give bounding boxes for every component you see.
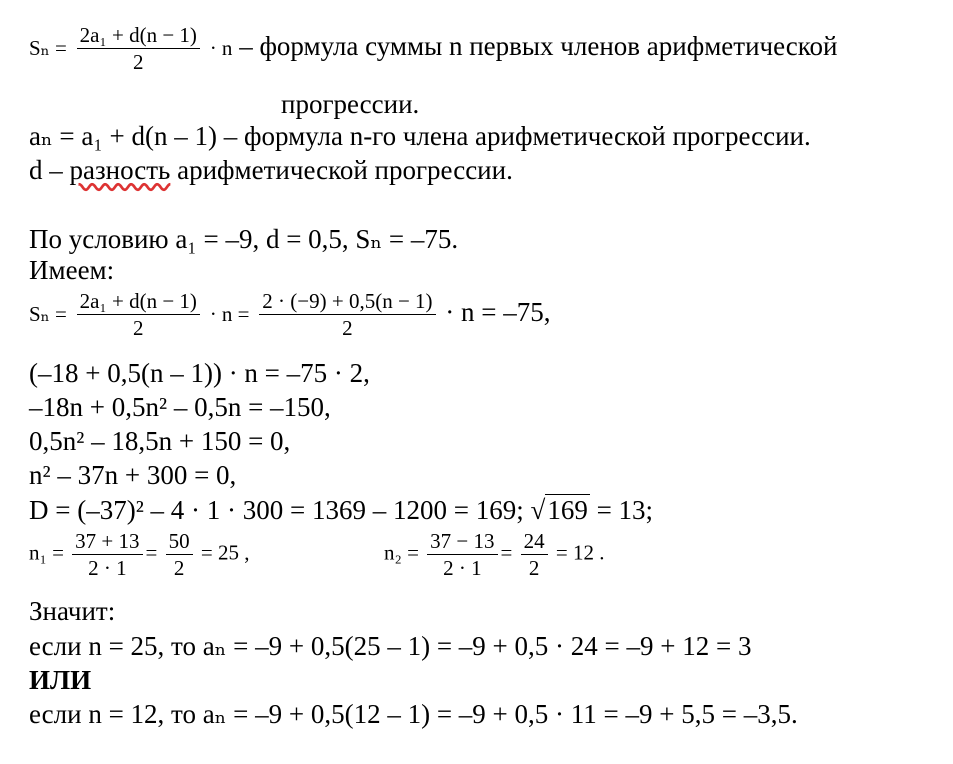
root-1-line: n₁ = $\frac{37 + 13}{2 \cdot 1}$ = $\frac{50}{2}$ = 25 ,	[29, 529, 250, 581]
fraction-2-numerator: 2 · (−9) + 0,5(n − 1)	[259, 290, 435, 315]
root-1-fraction-1	[72, 530, 142, 579]
root-1-numerator-2: 50	[166, 530, 193, 555]
root-1-denominator-2: 2	[173, 556, 185, 581]
sum-formula-line	[29, 24, 837, 73]
sum-equation-end: · n = –75,	[445, 296, 551, 327]
sum-formula-lhs: Sₙ =	[29, 35, 67, 60]
fraction-1-numerator: 2a₁ + d(n − 1)	[77, 290, 200, 315]
sum-equation-fraction-1	[77, 290, 200, 339]
sum-formula-description: – формула суммы n первых членов арифметической	[232, 30, 838, 61]
difference-line	[29, 154, 513, 186]
sum-equation-mid: · n =	[209, 301, 250, 326]
root-2-numerator-1: 37 − 13	[427, 530, 497, 555]
sum-formula-fraction	[77, 24, 200, 73]
difference-word: разность	[69, 155, 171, 185]
discriminant-result: = 13;	[589, 495, 654, 525]
root-2-denominator-2: 2	[528, 556, 540, 581]
sum-equation-lhs: Sₙ =	[29, 301, 67, 326]
discriminant-text: D = (–37)² – 4 · 1 · 300 = 1369 – 1200 = 169;	[29, 495, 531, 525]
fraction-2-denominator: 2	[342, 316, 353, 341]
fraction-1-denominator: 2	[133, 316, 144, 341]
have-line: Имеем:	[29, 255, 115, 285]
root-2-lhs: n₂ =	[384, 540, 419, 565]
case-2-line: если n = 12, то aₙ = –9 + 0,5(12 – 1) = –9 + 0,5 · 11 = –9 + 5,5 = –3,5.	[29, 699, 798, 729]
root-2-numerator-2: 24	[521, 530, 548, 555]
root-1-lhs: n₁ =	[29, 540, 64, 565]
nth-term-line: aₙ = a₁ + d(n – 1) – формула n-го члена арифметической прогрессии.	[29, 121, 811, 151]
sum-formula-description-cont: прогрессии.	[281, 89, 420, 119]
step-line-3: 0,5n² – 18,5n + 150 = 0,	[29, 426, 291, 456]
root-1-fraction-2	[166, 530, 193, 579]
or-line: ИЛИ	[29, 665, 92, 695]
step-line-1: (–18 + 0,5(n – 1)) · n = –75 · 2,	[29, 358, 370, 388]
given-line: По условию a₁ = –9, d = 0,5, Sₙ = –75.	[29, 224, 459, 254]
root-2-fraction-2	[521, 530, 548, 579]
square-root: √169	[530, 495, 588, 525]
sum-formula-denominator: 2	[133, 50, 144, 75]
sum-equation-line	[29, 290, 551, 339]
root-2-fraction-1	[427, 530, 497, 579]
difference-symbol: d –	[29, 155, 70, 185]
therefore-line: Значит:	[29, 596, 116, 626]
root-2-denominator-1: 2 · 1	[443, 556, 482, 581]
root-1-result: = 25 ,	[200, 540, 250, 565]
difference-rest: арифметической прогрессии.	[170, 155, 513, 185]
step-line-2: –18n + 0,5n² – 0,5n = –150,	[29, 392, 331, 422]
root-2-line: n₂ = $\frac{37 - 13}{2 \cdot 1}$ = $\frac{24}{2}$ = 12 .	[384, 529, 605, 581]
sum-formula-numerator: 2a₁ + d(n − 1)	[77, 24, 200, 49]
sum-formula-times-n: · n	[209, 35, 233, 60]
discriminant-line	[29, 494, 653, 526]
step-line-4: n² – 37n + 300 = 0,	[29, 460, 237, 490]
square-root-radicand: 169	[547, 495, 588, 525]
sum-equation-fraction-2	[259, 290, 435, 339]
root-1-denominator-1: 2 · 1	[88, 556, 127, 581]
root-1-numerator-1: 37 + 13	[72, 530, 142, 555]
root-2-result: = 12 .	[555, 540, 605, 565]
case-1-line: если n = 25, то aₙ = –9 + 0,5(25 – 1) = –9 + 0,5 · 24 = –9 + 12 = 3	[29, 631, 752, 661]
